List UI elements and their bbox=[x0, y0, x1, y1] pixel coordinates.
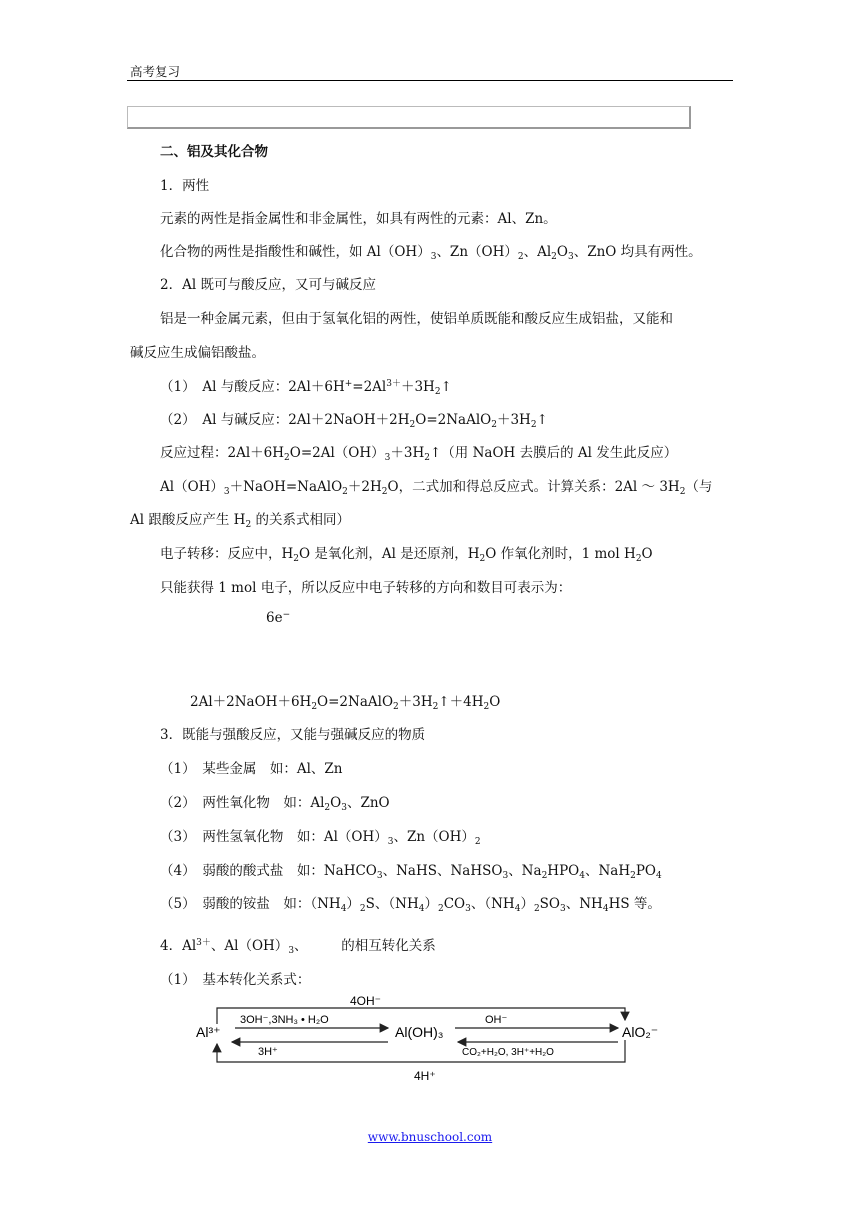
arrow-m2l-label: 3H⁺ bbox=[258, 1046, 278, 1058]
bottom-arrow-path bbox=[217, 1040, 625, 1062]
s4-title: 4．$Al^{3+}$、$Al(OH)_3$、 的相互转化关系 bbox=[160, 938, 436, 956]
s3-item-1: （1） 某些金属 如：Al、Zn bbox=[160, 761, 343, 777]
section-title: 二、铝及其化合物 bbox=[160, 144, 268, 160]
arrow-m2r-label: OH⁻ bbox=[485, 1014, 508, 1026]
s2-electron-2: 只能获得 1 mol 电子，所以反应中电子转移的方向和数目可表示为： bbox=[160, 580, 572, 596]
species-aloh3: Al(OH)₃ bbox=[395, 1024, 444, 1040]
s2-reaction-acid: （1） Al 与酸反应：$2Al+6H^+=2Al^{3+}+3H_2↑$ bbox=[160, 379, 452, 397]
s2-electron-1: 电子转移：反应中，$H_2O$ 是氧化剂，Al 是还原剂，$H_2O$ 作氧化剂时，1 mol $H_2O$ bbox=[160, 546, 653, 564]
s1-title: 1．两性 bbox=[160, 178, 210, 194]
header-title: 高考复习 bbox=[130, 64, 181, 79]
bottom-arrow-label: 4H⁺ bbox=[414, 1069, 436, 1083]
conversion-diagram bbox=[190, 992, 670, 1087]
s2-para1b: 碱反应生成偏铝酸盐。 bbox=[130, 345, 265, 361]
footer-link[interactable]: www.bnuschool.com bbox=[367, 1130, 493, 1144]
s3-item-3: （3） 两性氢氧化物 如：$Al(OH)_3$、$Zn(OH)_2$ bbox=[160, 829, 481, 847]
species-alo2minus: AlO₂⁻ bbox=[622, 1024, 659, 1040]
header-divider bbox=[127, 80, 733, 81]
s2-para1a: 铝是一种金属元素，但由于氢氧化铝的两性，使铝单质既能和酸反应生成铝盐，又能和 bbox=[160, 311, 673, 327]
s2-sum-b: Al 跟酸反应产生 $H_2$ 的关系式相同） bbox=[130, 512, 350, 530]
arrow-l2m-label: 3OH⁻,3NH₃ • H₂O bbox=[240, 1014, 329, 1026]
s3-item-2: （2） 两性氧化物 如：$Al_2O_3$、ZnO bbox=[160, 795, 390, 813]
s2-process: 反应过程：$2Al+6H_2O=2Al(OH)_3+3H_2↑$（用 NaOH 去膜后的 Al 发生此反应） bbox=[160, 445, 678, 463]
s1-para1: 元素的两性是指金属性和非金属性，如具有两性的元素：Al、Zn。 bbox=[160, 211, 557, 227]
top-arrow-label: 4OH⁻ bbox=[350, 994, 382, 1008]
species-al3plus: Al³⁺ bbox=[196, 1024, 221, 1040]
s2-title: 2．Al 既可与酸反应，又可与碱反应 bbox=[160, 277, 376, 293]
s3-title: 3．既能与强酸反应，又能与强碱反应的物质 bbox=[160, 727, 426, 743]
s4-subtitle: （1） 基本转化关系式： bbox=[160, 972, 311, 988]
total-equation: $2Al+2NaOH+6H_2O=2NaAlO_2+3H_2↑+4H_2O$ bbox=[190, 694, 501, 712]
s2-reaction-base: （2） Al 与碱反应：$2Al+2NaOH+2H_2O=2NaAlO_2+3H_2↑$ bbox=[160, 412, 548, 430]
s2-sum-a: $Al(OH)_3+NaOH=NaAlO_2+2H_2O$，二式加和得总反应式。计算关系：2Al ～ $3H_2$（与 bbox=[160, 479, 713, 497]
s1-para2: 化合物的两性是指酸性和碱性，如 $Al(OH)_3$、$Zn(OH)_2$、$Al_2O_3$、ZnO 均具有两性。 bbox=[160, 244, 702, 262]
s3-item-4: （4） 弱酸的酸式盐 如：NaHCO$_3$、NaHS、NaHSO$_3$、$Na_2HPO_4$、$NaH_2PO_4$ bbox=[160, 863, 662, 881]
electron-label: 6e− bbox=[266, 610, 291, 626]
s3-item-5: （5） 弱酸的铵盐 如：$(NH_4)_2S$、$(NH_4)_2CO_3$、$(NH_4)_2SO_3$、$NH_4HS$ 等。 bbox=[160, 896, 661, 914]
arrow-r2m-label: CO₂+H₂O, 3H⁺+H₂O bbox=[462, 1047, 554, 1058]
blank-frame bbox=[127, 106, 691, 129]
